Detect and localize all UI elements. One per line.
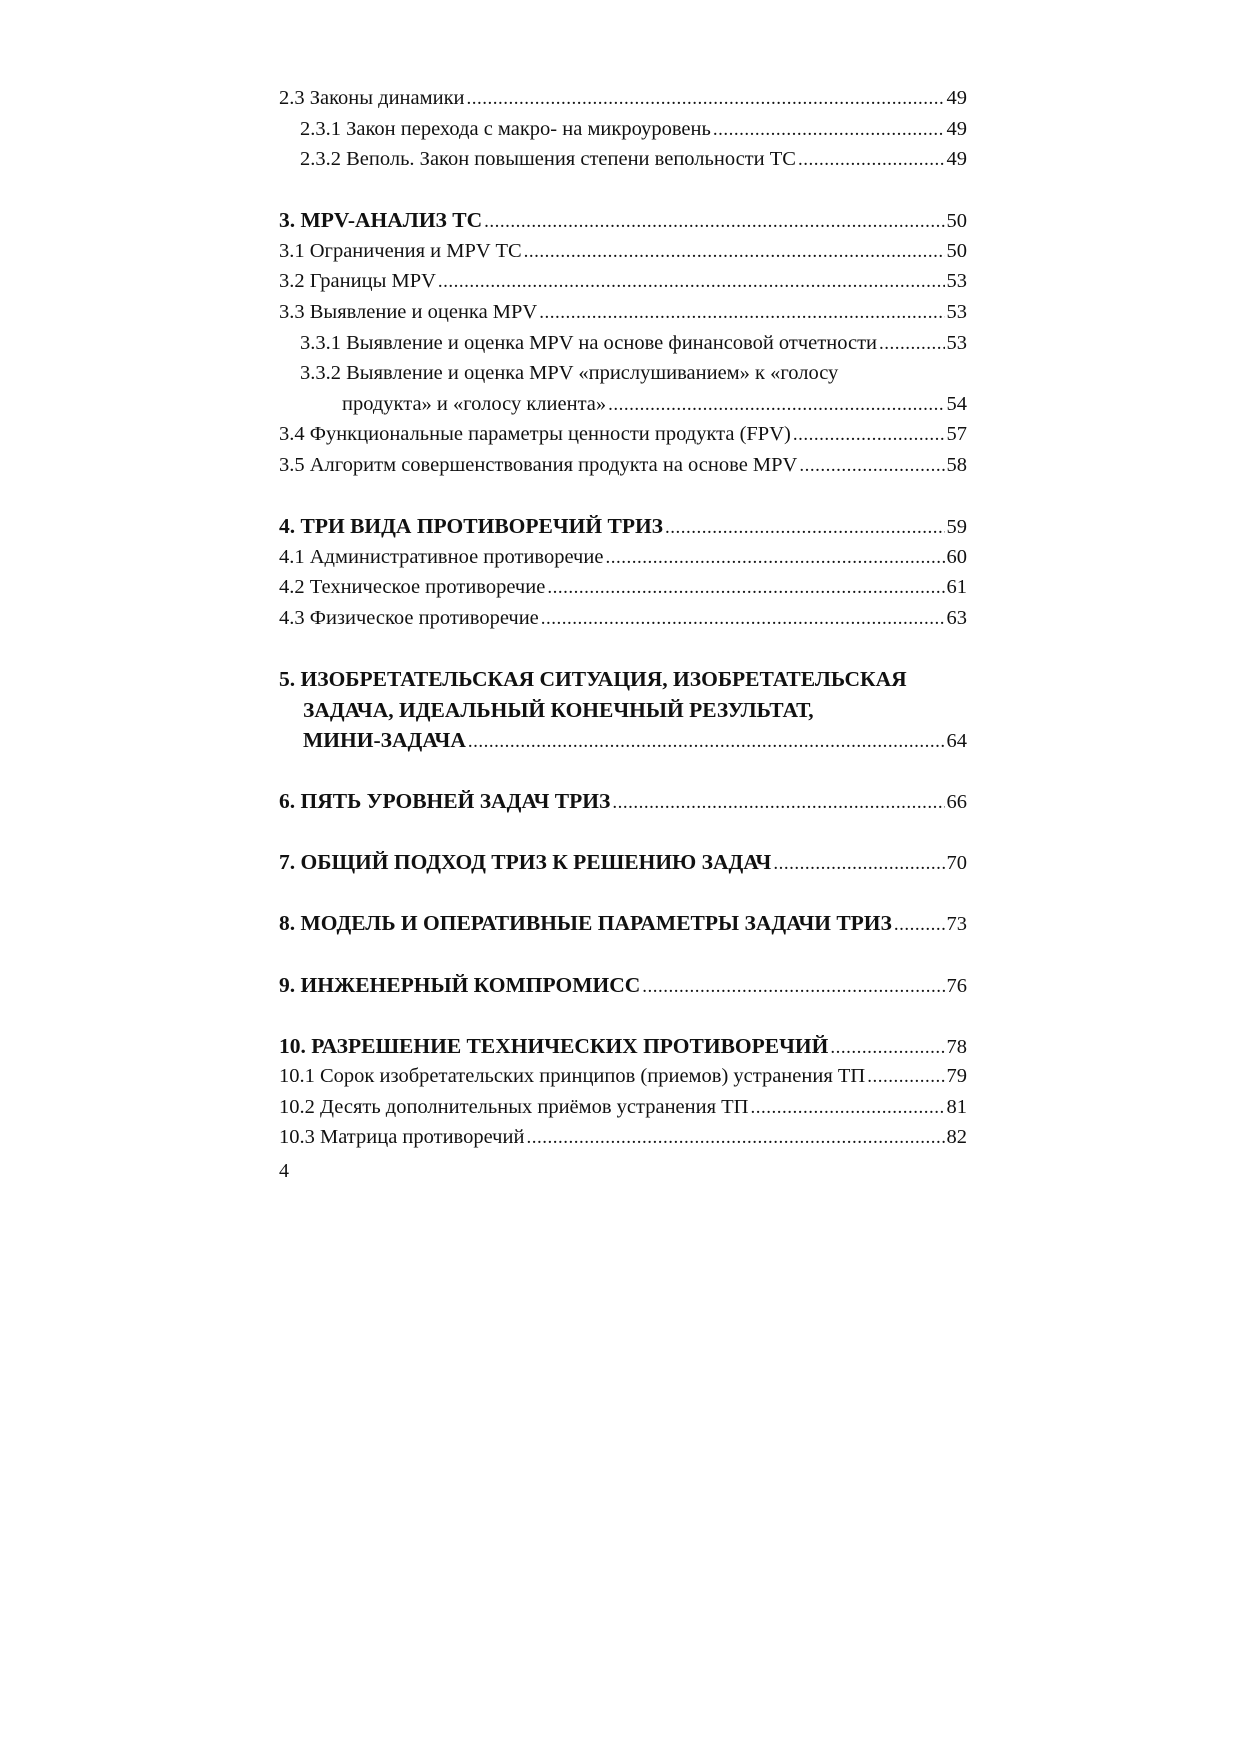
toc-leader — [750, 1093, 944, 1123]
toc-leader — [547, 573, 944, 603]
toc-entry-3-3-1 — [279, 328, 967, 359]
spacer — [279, 175, 967, 206]
toc-title: 3. MPV-АНАЛИЗ ТС — [279, 208, 483, 233]
toc-page: 66 — [946, 791, 967, 814]
toc-chapter-4 — [279, 511, 967, 542]
spacer — [279, 756, 967, 787]
toc-leader — [830, 1033, 944, 1062]
toc-chapter-5-line1: 5. ИЗОБРЕТАТЕЛЬСКАЯ СИТУАЦИЯ, ИЗОБРЕТАТЕЛЬСКАЯ — [279, 667, 907, 691]
toc-title: 9. ИНЖЕНЕРНЫЙ КОМПРОМИСС — [279, 972, 641, 997]
toc-title: 3.1 Ограничения и MPV ТС — [279, 239, 522, 262]
toc-page: 76 — [946, 974, 967, 997]
toc-page: 79 — [946, 1065, 967, 1088]
toc-leader — [608, 390, 944, 420]
toc-title: 3.3 Выявление и оценка MPV — [279, 301, 538, 324]
toc-title: 3.2 Границы MPV — [279, 270, 436, 293]
toc-page: 81 — [946, 1095, 967, 1118]
toc-title: 3.4 Функциональные параметры ценности продукта (FPV) — [279, 423, 791, 446]
toc-entry-4-1 — [279, 542, 967, 573]
toc-page: 50 — [946, 239, 967, 262]
toc-title: продукта» и «голосу клиента» — [342, 392, 607, 415]
toc-leader — [713, 115, 945, 145]
toc-leader — [541, 604, 945, 634]
toc-page: 73 — [946, 913, 967, 936]
toc-title: 4.3 Физическое противоречие — [279, 606, 539, 629]
toc-title: 3.5 Алгоритм совершенствования продукта на основе MPV — [279, 454, 798, 477]
toc-title: 10.1 Сорок изобретательских принципов (приемов) устранения ТП — [279, 1065, 866, 1088]
toc-chapter-5-line2: ЗАДАЧА, ИДЕАЛЬНЫЙ КОНЕЧНЫЙ РЕЗУЛЬТАТ, — [303, 697, 814, 722]
toc-title: 10. РАЗРЕШЕНИЕ ТЕХНИЧЕСКИХ ПРОТИВОРЕЧИЙ — [279, 1033, 829, 1058]
toc-leader — [773, 849, 944, 878]
toc-leader — [799, 451, 944, 481]
toc-title: 4.2 Техническое противоречие — [279, 576, 546, 599]
toc-entry-10-3 — [279, 1122, 967, 1153]
toc-leader — [665, 513, 944, 542]
toc-leader — [526, 1123, 944, 1153]
table-of-contents — [279, 83, 967, 1153]
toc-chapter-8 — [279, 908, 967, 939]
toc-page: 53 — [946, 301, 967, 324]
toc-page: 82 — [946, 1126, 967, 1149]
toc-page: 49 — [946, 148, 967, 171]
toc-leader — [879, 329, 944, 359]
toc-entry-4-2 — [279, 572, 967, 603]
toc-title: 10.3 Матрица противоречий — [279, 1126, 525, 1149]
toc-chapter-3 — [279, 205, 967, 236]
toc-entry-10-1 — [279, 1061, 967, 1092]
spacer — [279, 481, 967, 512]
toc-entry-10-2 — [279, 1092, 967, 1123]
toc-chapter-6 — [279, 786, 967, 817]
toc-page: 54 — [946, 392, 967, 415]
spacer — [279, 817, 967, 848]
toc-title: 2.3 Законы динамики — [279, 87, 465, 109]
toc-leader — [642, 972, 944, 1001]
toc-page: 61 — [946, 576, 967, 599]
toc-leader — [539, 298, 944, 328]
toc-title: 7. ОБЩИЙ ПОДХОД ТРИЗ К РЕШЕНИЮ ЗАДАЧ — [279, 850, 772, 875]
spacer — [279, 878, 967, 909]
toc-page: 53 — [946, 331, 967, 354]
toc-title: 10.2 Десять дополнительных приёмов устранения ТП — [279, 1095, 749, 1118]
toc-page: 63 — [946, 606, 967, 629]
toc-entry-3-3 — [279, 297, 967, 328]
toc-entry-3-1 — [279, 236, 967, 267]
toc-page: 78 — [946, 1035, 967, 1058]
toc-title: 6. ПЯТЬ УРОВНЕЙ ЗАДАЧ ТРИЗ — [279, 789, 611, 814]
toc-leader — [793, 420, 945, 450]
toc-chapter-5 — [279, 725, 967, 756]
toc-page: 50 — [946, 210, 967, 233]
toc-entry-2-3 — [279, 83, 967, 114]
toc-title: 2.3.2 Веполь. Закон повышения степени вепольности ТС — [300, 148, 796, 171]
toc-leader — [612, 788, 944, 817]
toc-leader — [438, 267, 945, 297]
page-number: 4 — [279, 1160, 289, 1182]
toc-page: 59 — [946, 516, 967, 539]
toc-leader — [524, 237, 945, 267]
toc-leader — [798, 145, 945, 175]
toc-entry-3-3-2 — [279, 389, 967, 420]
toc-chapter-10 — [279, 1031, 967, 1062]
toc-entry-2-3-1 — [279, 114, 967, 145]
toc-leader — [605, 543, 944, 573]
toc-title: 4.1 Административное противоречие — [279, 545, 604, 568]
toc-page: 49 — [946, 87, 967, 109]
toc-title: 8. МОДЕЛЬ И ОПЕРАТИВНЫЕ ПАРАМЕТРЫ ЗАДАЧИ ТРИЗ — [279, 911, 892, 936]
toc-leader — [894, 910, 945, 939]
toc-title: МИНИ-ЗАДАЧА — [303, 728, 466, 753]
toc-page: 70 — [946, 852, 967, 875]
toc-page: 60 — [946, 545, 967, 568]
toc-title: 3.3.1 Выявление и оценка MPV на основе финансовой отчетности — [300, 331, 878, 354]
toc-page: 49 — [946, 117, 967, 140]
toc-leader — [468, 727, 945, 756]
toc-entry-3-2 — [279, 266, 967, 297]
spacer — [279, 634, 967, 665]
toc-page: 57 — [946, 423, 967, 446]
toc-entry-3-4 — [279, 419, 967, 450]
toc-chapter-9 — [279, 970, 967, 1001]
toc-entry-3-5 — [279, 450, 967, 481]
spacer — [279, 939, 967, 970]
toc-leader — [467, 84, 945, 114]
toc-title: 4. ТРИ ВИДА ПРОТИВОРЕЧИЙ ТРИЗ — [279, 514, 664, 539]
toc-entry-3-3-2-line1: 3.3.2 Выявление и оценка MPV «прислушиванием» к «голосу — [300, 362, 839, 385]
toc-chapter-7 — [279, 847, 967, 878]
toc-leader — [867, 1062, 944, 1092]
toc-page: 53 — [946, 270, 967, 293]
spacer — [279, 1000, 967, 1031]
toc-title: 2.3.1 Закон перехода с макро- на микроуровень — [300, 117, 711, 140]
toc-entry-2-3-2 — [279, 144, 967, 175]
toc-entry-4-3 — [279, 603, 967, 634]
toc-page: 64 — [946, 730, 967, 753]
toc-page: 58 — [946, 454, 967, 477]
toc-leader — [484, 207, 944, 236]
